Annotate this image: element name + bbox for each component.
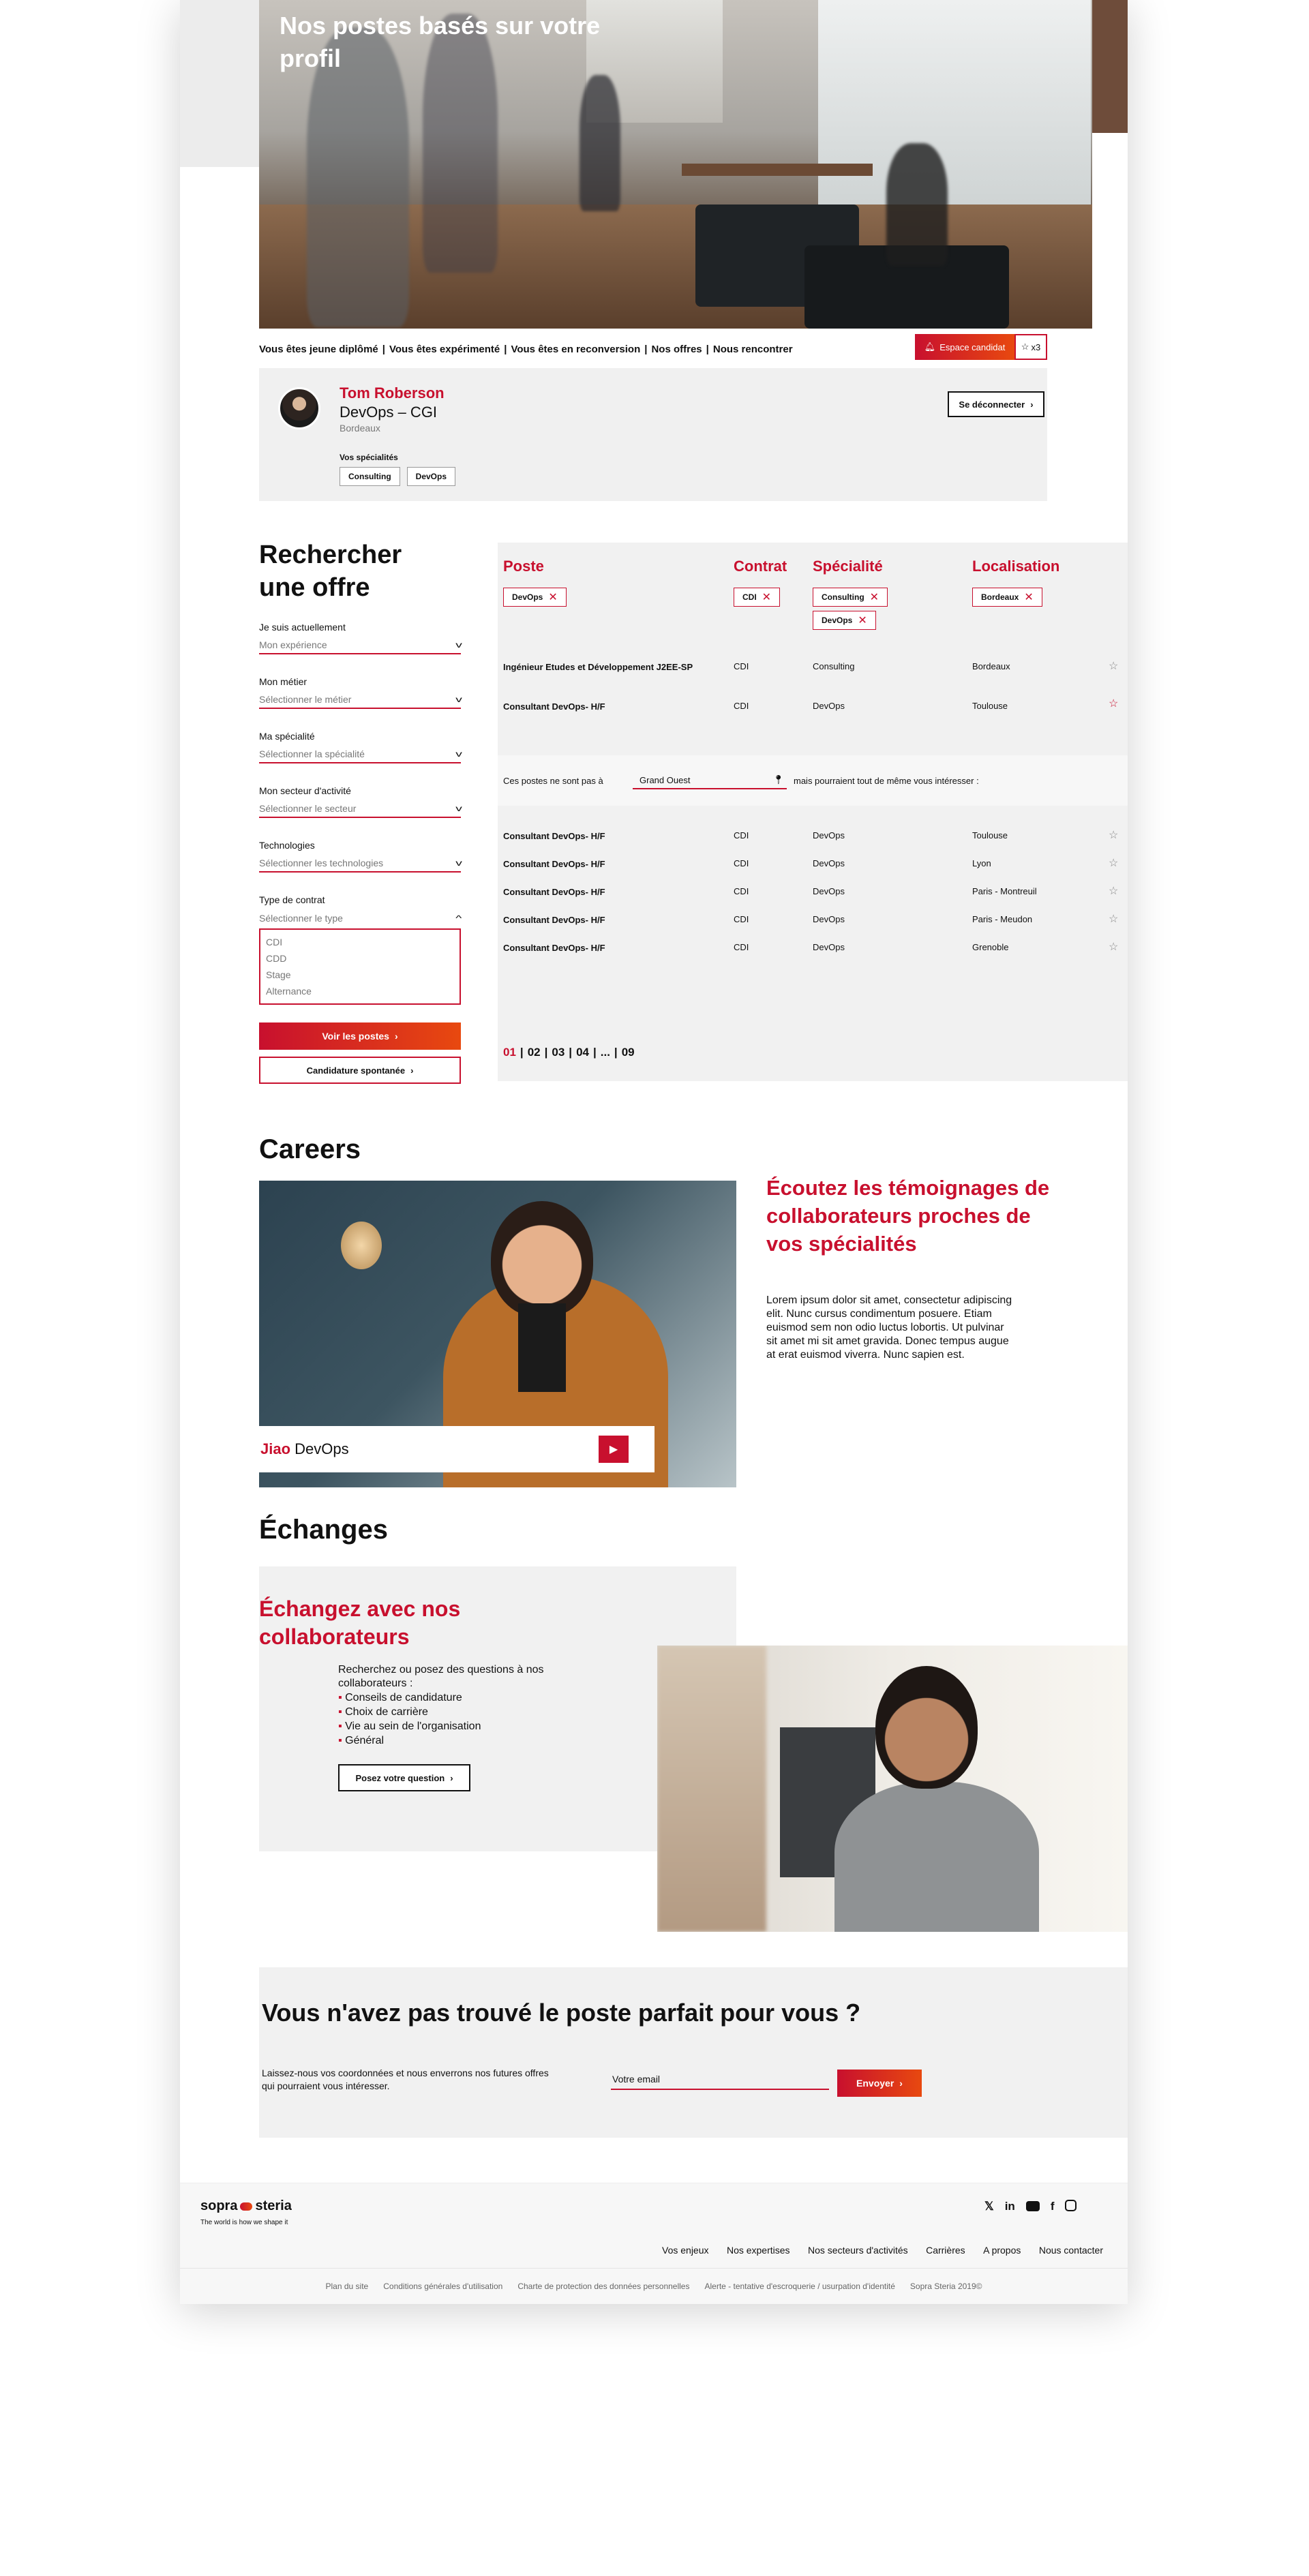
row-contrat: CDI: [734, 942, 749, 952]
footer-link[interactable]: Nous contacter: [1038, 2245, 1103, 2256]
page-link[interactable]: 01: [503, 1046, 516, 1059]
row-contrat: CDI: [734, 886, 749, 896]
newsletter-title: Vous n'avez pas trouvé le poste parfait pour vous ?: [262, 1999, 861, 2027]
page-ellipsis: ...: [600, 1046, 610, 1059]
copyright: Sopra Steria 2019©: [909, 2282, 982, 2291]
star-icon: ☆: [1021, 342, 1029, 352]
careers-video[interactable]: [259, 1181, 736, 1487]
row-localisation: Paris - Meudon: [972, 914, 1033, 924]
echanges-intro: Recherchez ou posez des questions à nos collaborateurs :: [338, 1664, 544, 1689]
social-links: [984, 2200, 1077, 2213]
favorites-button[interactable]: [1014, 334, 1047, 360]
table-row[interactable]: [498, 942, 1128, 963]
filter-chip-specialite[interactable]: [813, 611, 876, 630]
candidature-spontanee-button[interactable]: [259, 1057, 461, 1084]
chevron-down-icon: v: [455, 858, 462, 868]
top-nav: Vous êtes jeune diplômé | Vous êtes expérimenté | Vous êtes en reconversion | Nos offres | Nous rencontrer: [259, 343, 793, 355]
careers-title: Careers: [259, 1134, 361, 1164]
region-suggestion: [498, 755, 1128, 806]
chevron-down-icon: v: [455, 640, 462, 650]
row-poste: Consultant DevOps- H/F: [503, 943, 605, 953]
filter-chip-label: CDI: [742, 592, 757, 602]
row-poste: Consultant DevOps- H/F: [503, 701, 605, 712]
close-icon[interactable]: ✕: [548, 592, 558, 603]
echanges-heading: Échangez avec nos collaborateurs: [259, 1596, 461, 1649]
secteur-select[interactable]: [259, 800, 461, 818]
envoyer-button[interactable]: [837, 2070, 922, 2097]
nav-reconversion[interactable]: Vous êtes en reconversion: [511, 343, 641, 355]
row-localisation: Grenoble: [972, 942, 1009, 952]
sopra-steria-logo[interactable]: [200, 2198, 292, 2214]
twitter-icon[interactable]: 𝕏: [984, 2200, 994, 2213]
espace-candidat-button[interactable]: [915, 334, 1014, 360]
profile-name: Tom Roberson: [340, 384, 445, 401]
echanges-list: [338, 1691, 481, 1748]
star-icon[interactable]: ☆: [1109, 885, 1119, 897]
bell-icon: 🔔︎: [924, 342, 936, 352]
newsletter-panel: [259, 1967, 1128, 2138]
pagination: 01 | 02 | 03 | 04 | ... | 09: [503, 1046, 635, 1059]
row-poste: Consultant DevOps- H/F: [503, 859, 605, 869]
footer-link[interactable]: A propos: [983, 2245, 1021, 2256]
footer: [180, 2183, 1128, 2304]
legal-link[interactable]: Alerte - tentative d'escroquerie / usurpation d'identité: [704, 2282, 895, 2291]
header-specialite: Spécialité: [813, 558, 883, 575]
page-link[interactable]: 04: [576, 1046, 589, 1059]
list-item: ▪ Général: [338, 1735, 385, 1746]
chevron-right-icon: ›: [410, 1065, 414, 1076]
tagline: The world is how we shape it: [200, 2219, 288, 2226]
close-icon[interactable]: ✕: [762, 592, 772, 603]
careers-heading: Écoutez les témoignages de collaborateurs proches de vos spécialités: [766, 1176, 1050, 1256]
close-icon[interactable]: ✕: [858, 615, 867, 626]
experience-select[interactable]: [259, 637, 461, 654]
row-contrat: CDI: [734, 661, 749, 671]
newsletter-text: Laissez-nous vos coordonnées et nous enverrons nos futures offres qui pourraient vous intéresser.: [262, 2067, 549, 2091]
contrat-option[interactable]: Alternance: [266, 986, 312, 997]
contrat-option[interactable]: CDI: [266, 937, 283, 948]
youtube-icon[interactable]: [1026, 2201, 1040, 2211]
envoyer-label: Envoyer: [856, 2078, 894, 2089]
region-suffix: mais pourraient tout de même vous intéresser :: [794, 776, 979, 786]
row-specialite: DevOps: [813, 701, 845, 711]
nav-rencontrer[interactable]: Nous rencontrer: [712, 343, 793, 355]
star-icon[interactable]: ☆: [1109, 941, 1119, 953]
avatar: [278, 387, 320, 429]
filter-chip-poste[interactable]: [503, 588, 567, 607]
secteur-label: Mon secteur d'activité: [259, 785, 351, 796]
specialties-label: Vos spécialités: [340, 453, 398, 462]
specialite-select[interactable]: [259, 746, 461, 763]
logo-mark-icon: [240, 2202, 252, 2211]
chevron-right-icon: ›: [899, 2078, 903, 2089]
row-poste: Consultant DevOps- H/F: [503, 915, 605, 925]
filter-chip-label: DevOps: [822, 616, 853, 625]
location-pin-icon: 📍︎: [772, 774, 784, 785]
chevron-up-icon: ^: [455, 913, 462, 923]
favorites-count: x3: [1031, 342, 1041, 352]
candidature-spontanee-label: Candidature spontanée: [306, 1065, 406, 1076]
technologies-label: Technologies: [259, 840, 315, 851]
row-localisation: Bordeaux: [972, 661, 1010, 671]
close-icon[interactable]: ✕: [869, 592, 879, 603]
header-localisation: Localisation: [972, 558, 1060, 575]
footer-link[interactable]: Vos enjeux: [662, 2245, 709, 2256]
legal-link[interactable]: Charte de protection des données personnelles: [517, 2282, 690, 2291]
chevron-right-icon: ›: [1030, 399, 1034, 410]
row-poste: Ingénieur Etudes et Développement J2EE-SP: [503, 662, 693, 672]
contrat-option[interactable]: CDD: [266, 953, 287, 964]
logo-left: sopra: [200, 2198, 238, 2213]
star-icon[interactable]: ☆: [1109, 830, 1119, 841]
hero-decoration-right: [1092, 0, 1128, 133]
table-row[interactable]: [498, 886, 1128, 907]
row-poste: Consultant DevOps- H/F: [503, 887, 605, 897]
search-title: Rechercher une offre: [259, 541, 402, 602]
filter-chip-contrat[interactable]: [734, 588, 780, 607]
caption-name: Jiao: [260, 1440, 291, 1457]
metier-label: Mon métier: [259, 676, 307, 687]
page: [180, 0, 1128, 2304]
star-icon[interactable]: ☆: [1109, 661, 1119, 672]
footer-link[interactable]: Carrières: [926, 2245, 965, 2256]
filter-chip-specialite[interactable]: [813, 588, 888, 607]
specialite-label: Ma spécialité: [259, 731, 315, 742]
row-specialite: DevOps: [813, 886, 845, 896]
star-icon[interactable]: ☆: [1109, 913, 1119, 925]
row-localisation: Toulouse: [972, 830, 1008, 840]
technologies-placeholder: Sélectionner les technologies: [259, 858, 384, 868]
profile-city: Bordeaux: [340, 423, 380, 434]
hero-decoration: [180, 0, 259, 167]
list-item: ▪ Choix de carrière: [338, 1706, 428, 1718]
metier-placeholder: Sélectionner le métier: [259, 694, 352, 705]
row-contrat: CDI: [734, 858, 749, 868]
table-row[interactable]: [498, 914, 1128, 935]
row-localisation: Toulouse: [972, 701, 1008, 711]
chevron-down-icon: v: [455, 804, 462, 813]
poser-question-label: Posez votre question: [355, 1772, 445, 1783]
footer-links: [647, 2245, 1103, 2257]
filter-chip-label: DevOps: [512, 592, 543, 602]
results-panel: [498, 543, 1128, 1081]
legal-links: [180, 2282, 1128, 2291]
chevron-right-icon: ›: [450, 1772, 453, 1783]
hero-title: Nos postes basés sur votre profil: [280, 12, 601, 72]
email-placeholder: Votre email: [612, 2074, 661, 2085]
logout-label: Se déconnecter: [959, 399, 1025, 410]
row-specialite: DevOps: [813, 942, 845, 952]
technologies-select[interactable]: [259, 855, 461, 873]
contrat-placeholder: Sélectionner le type: [259, 913, 343, 924]
row-localisation: Lyon: [972, 858, 991, 868]
metier-select[interactable]: [259, 691, 461, 709]
row-contrat: CDI: [734, 830, 749, 840]
close-icon[interactable]: ✕: [1024, 592, 1034, 603]
row-specialite: DevOps: [813, 830, 845, 840]
hero-image: [259, 0, 1092, 329]
secteur-placeholder: Sélectionner le secteur: [259, 803, 357, 814]
legal-link[interactable]: Plan du site: [325, 2282, 369, 2291]
voir-postes-label: Voir les postes: [322, 1031, 389, 1042]
legal-link[interactable]: Conditions générales d'utilisation: [383, 2282, 503, 2291]
region-prefix: Ces postes ne sont pas à: [503, 776, 603, 786]
table-row[interactable]: [498, 858, 1128, 879]
contrat-options: [259, 928, 461, 1005]
specialty-chip: Consulting: [340, 467, 400, 486]
table-row[interactable]: [498, 661, 1128, 682]
logo-right: steria: [255, 2198, 292, 2213]
espace-candidat-label: Espace candidat: [939, 342, 1006, 352]
echanges-photo: [657, 1646, 1128, 1932]
row-specialite: DevOps: [813, 858, 845, 868]
experience-label: Je suis actuellement: [259, 622, 346, 633]
linkedin-icon[interactable]: in: [1004, 2200, 1015, 2213]
row-localisation: Paris - Montreuil: [972, 886, 1037, 896]
filter-chip-label: Consulting: [822, 592, 864, 602]
list-item: ▪ Vie au sein de l'organisation: [338, 1721, 481, 1732]
chevron-down-icon: v: [455, 749, 462, 759]
nav-offres[interactable]: Nos offres: [651, 343, 702, 355]
contrat-select[interactable]: [259, 909, 461, 927]
facebook-icon[interactable]: f: [1050, 2200, 1055, 2213]
poser-question-button[interactable]: [338, 1764, 470, 1791]
row-contrat: CDI: [734, 914, 749, 924]
specialite-placeholder: Sélectionner la spécialité: [259, 748, 365, 759]
star-icon[interactable]: ☆: [1109, 858, 1119, 869]
row-specialite: Consulting: [813, 661, 855, 671]
row-poste: Consultant DevOps- H/F: [503, 831, 605, 841]
header-poste: Poste: [503, 558, 544, 575]
nav-jeune-diplome[interactable]: Vous êtes jeune diplômé: [259, 343, 378, 355]
star-icon[interactable]: ☆: [1109, 698, 1119, 710]
echanges-title: Échanges: [259, 1515, 388, 1545]
play-icon[interactable]: ▶: [599, 1436, 629, 1463]
email-field[interactable]: [611, 2070, 829, 2090]
row-contrat: CDI: [734, 701, 749, 711]
careers-body: Lorem ipsum dolor sit amet, consectetur adipiscing elit. Nunc cursus condimentum posuere. Etiam euismod sem non odio luctus lobortis. Ut pulvinar sit amet mi sit amet gravida. Donec tempus augue at erat euismod viverra. Nunc sapien est.: [766, 1294, 1012, 1361]
table-row[interactable]: [498, 698, 1128, 721]
caption-role: DevOps: [295, 1440, 349, 1457]
page-link[interactable]: 09: [621, 1046, 635, 1059]
region-value: Grand Ouest: [640, 774, 691, 785]
footer-link[interactable]: Nos expertises: [726, 2245, 790, 2256]
voir-postes-button[interactable]: [259, 1022, 461, 1050]
filter-chip-label: Bordeaux: [981, 592, 1019, 602]
chevron-down-icon: v: [455, 695, 462, 704]
filter-chip-localisation[interactable]: [972, 588, 1042, 607]
contrat-option[interactable]: Stage: [266, 969, 291, 980]
footer-link[interactable]: Nos secteurs d'activités: [808, 2245, 908, 2256]
careers-caption: [259, 1426, 654, 1472]
header-contrat: Contrat: [734, 558, 787, 575]
region-input[interactable]: [633, 772, 787, 789]
specialty-chip: DevOps: [407, 467, 455, 486]
page-link[interactable]: 03: [552, 1046, 565, 1059]
profile-card: [259, 368, 1047, 501]
logout-button[interactable]: [948, 391, 1044, 417]
instagram-icon[interactable]: [1065, 2200, 1077, 2211]
nav-experimente[interactable]: Vous êtes expérimenté: [389, 343, 500, 355]
list-item: ▪ Conseils de candidature: [338, 1692, 462, 1703]
page-link[interactable]: 02: [527, 1046, 541, 1059]
row-specialite: DevOps: [813, 914, 845, 924]
table-row[interactable]: [498, 830, 1128, 851]
contrat-label: Type de contrat: [259, 894, 325, 905]
chevron-right-icon: ›: [394, 1031, 398, 1042]
experience-placeholder: Mon expérience: [259, 639, 327, 650]
profile-role: DevOps – CGI: [340, 404, 438, 421]
